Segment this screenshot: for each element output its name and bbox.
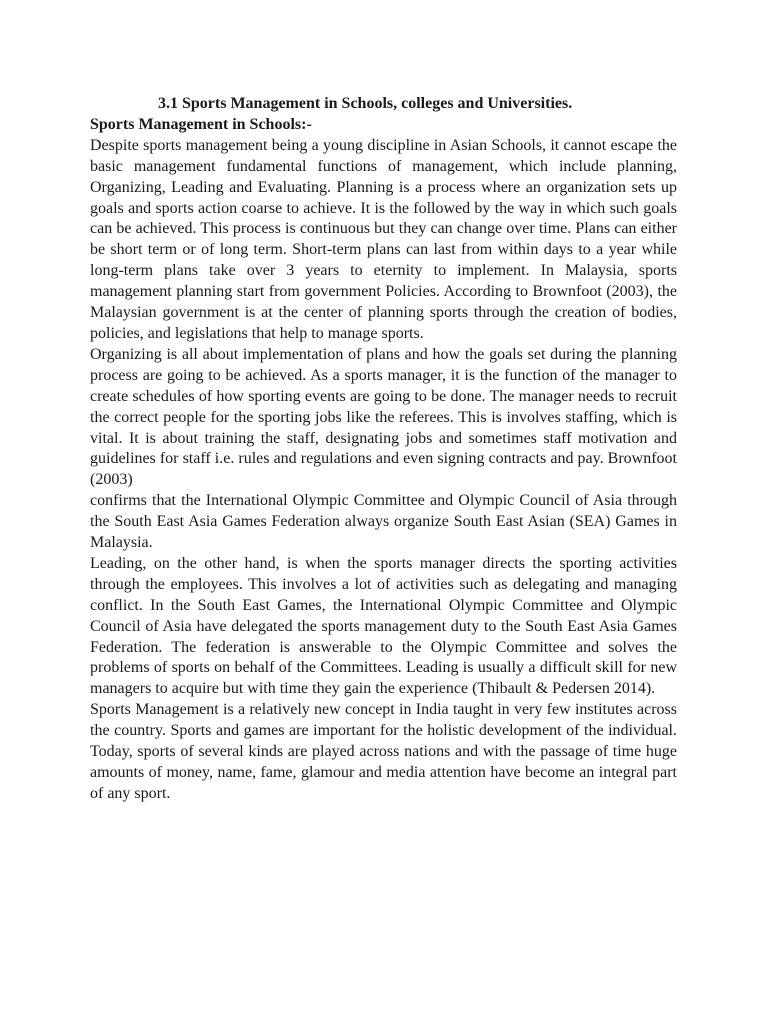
section-title: 3.1 Sports Management in Schools, colleges and Universities.: [158, 95, 573, 112]
document-page: [90, 94, 677, 805]
paragraph-planning: Despite sports management being a young discipline in Asian Schools, it cannot escape the basic management fundamental functions of management, which include planning, Organizing, Leading and Evaluating. Planning is a process where an organization sets up goals and sports action coarse to achieve. It is the followed by the way in which such goals can be achieved. This process is continuous but they can change over time. Plans can either be short term or of long term. Short-term plans can last from within days to a year while long-term plans take over 3 years to eternity to implement. In Malaysia, sports management planning start from government Policies. According to Brownfoot (2003), the Malaysian government is at the center of planning sports through the creation of bodies, policies, and legislations that help to manage sports.: [90, 136, 677, 342]
paragraph-olympic-council: confirms that the International Olympic Committee and Olympic Council of Asia through the South East Asia Games Federation always organize South East Asian (SEA) Games in Malaysia.: [90, 492, 677, 552]
paragraph-leading: Leading, on the other hand, is when the sports manager directs the sporting activities through the employees. This involves a lot of activities such as delegating and managing conflict. In the South East Games, the International Olympic Committee and Olympic Council of Asia have delegated the sports management duty to the South East Asia Games Federation. The federation is answerable to the Olympic Committee and solves the problems of sports on behalf of the Committees. Leading is usually a difficult skill for new managers to acquire but with time they gain the experience (Thibault & Pedersen 2014).: [90, 554, 677, 698]
paragraph-india: Sports Management is a relatively new concept in India taught in very few institutes across the country. Sports and games are important for the holistic development of the individual. Today, sports of several kinds are played across nations and with the passage of time huge amounts of money, name, fame, glamour and media attention have become an integral part of any sport.: [90, 701, 677, 802]
paragraph-organizing: Organizing is all about implementation of plans and how the goals set during the planning process are going to be achieved. As a sports manager, it is the function of the manager to create schedules of how sporting events are going to be done. The manager needs to recruit the correct people for the sporting jobs like the referees. This is involves staffing, which is vital. It is about training the staff, designating jobs and sometimes staff motivation and guidelines for staff i.e. rules and regulations and even signing contracts and pay. Brownfoot (2003): [90, 345, 677, 489]
subheading: Sports Management in Schools:-: [90, 115, 312, 133]
